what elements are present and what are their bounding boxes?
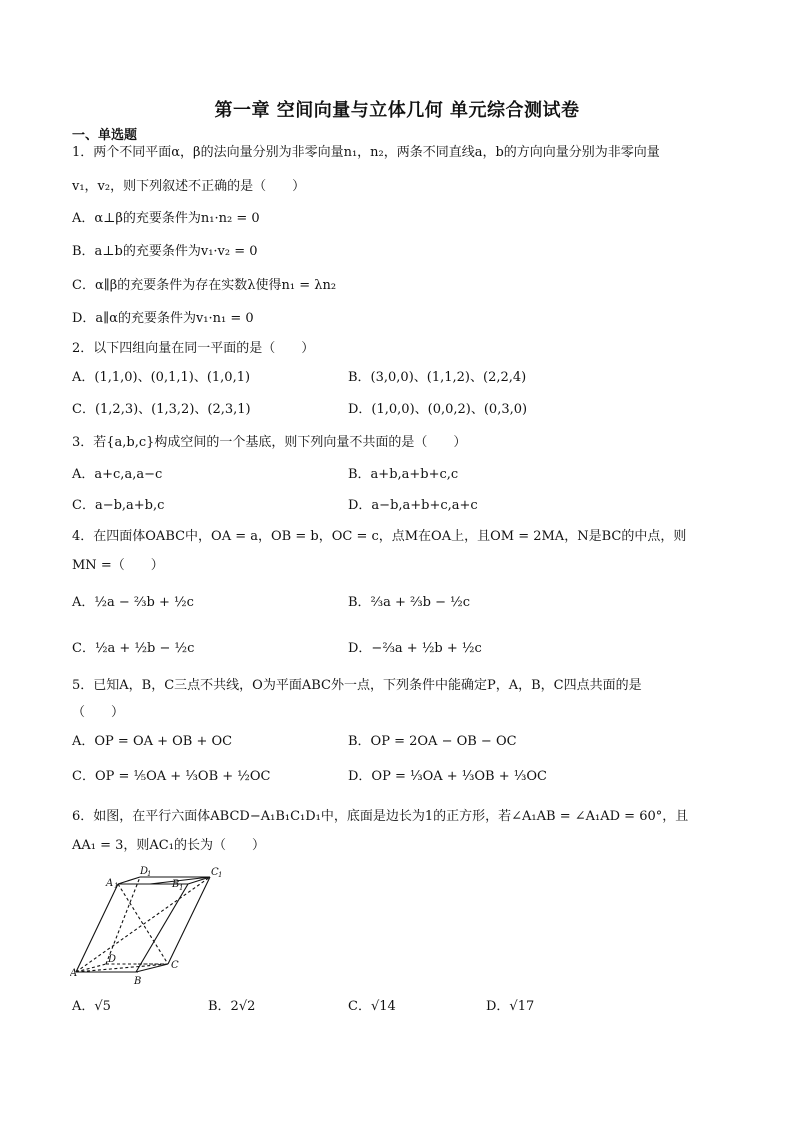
q6-stem-line1: 6．如图，在平行六面体ABCD−A₁B₁C₁D₁中，底面是边长为1的正方形，若∠A₁AB = ∠A₁AD = 60°，且 bbox=[72, 809, 689, 824]
diagonal-a1-c bbox=[118, 884, 168, 964]
q5-option-b: B．OP = 2OA − OB − OC bbox=[348, 734, 517, 749]
q2-stem: 2．以下四组向量在同一平面的是（ ） bbox=[72, 341, 315, 356]
q5-stem-line2: （ ） bbox=[72, 705, 125, 720]
label-a: A bbox=[70, 968, 78, 979]
q6-option-d: D．√17 bbox=[486, 999, 535, 1014]
q6-stem-line2: AA₁ = 3，则AC₁的长为（ ） bbox=[72, 838, 265, 853]
q4-option-c: C．½a + ½b − ½c bbox=[72, 641, 195, 656]
edge-a-d-back bbox=[76, 964, 106, 972]
q2-option-c: C．(1,2,3)、(1,3,2)、(2,3,1) bbox=[72, 402, 251, 417]
q1-option-c: C．α∥β的充要条件为存在实数λ使得n₁ = λn₂ bbox=[72, 278, 337, 293]
q4-stem-line2: MN =（ ） bbox=[72, 558, 164, 573]
edge-c-c1 bbox=[168, 877, 210, 964]
label-b1-sub: 1 bbox=[179, 884, 184, 892]
edge-d1-c1 bbox=[150, 877, 210, 884]
q2-option-a: A．(1,1,0)、(0,1,1)、(1,0,1) bbox=[72, 370, 251, 385]
label-b: B bbox=[134, 976, 142, 986]
section-heading: 一、单选题 bbox=[72, 128, 138, 143]
q6-option-a: A．√5 bbox=[72, 999, 111, 1014]
label-a1-sub: 1 bbox=[114, 882, 119, 890]
q1-option-d: D．a∥α的充要条件为v₁·n₁ = 0 bbox=[72, 311, 254, 326]
q2-option-b: B．(3,0,0)、(1,1,2)、(2,2,4) bbox=[348, 370, 527, 385]
q3-option-b: B．a+b,a+b+c,c bbox=[348, 467, 459, 482]
q4-stem-line1: 4．在四面体OABC中，OA = a，OB = b，OC = c，点M在OA上，且OM = 2MA，N是BC的中点，则 bbox=[72, 529, 687, 544]
label-d1: D bbox=[140, 866, 149, 877]
q1-stem-line1: 1．两个不同平面α，β的法向量分别为非零向量n₁，n₂，两条不同直线a，b的方向向量分别为非零向量 bbox=[72, 145, 660, 160]
label-c1-sub: 1 bbox=[218, 871, 223, 879]
edge-b-b1 bbox=[136, 884, 188, 972]
q3-option-d: D．a−b,a+b+c,a+c bbox=[348, 498, 478, 513]
q3-stem: 3．若{a,b,c}构成空间的一个基底，则下列向量不共面的是（ ） bbox=[72, 435, 467, 450]
parallelepiped-figure bbox=[70, 864, 230, 986]
q2-option-d: D．(1,0,0)、(0,0,2)、(0,3,0) bbox=[348, 402, 528, 417]
q6-option-b: B．2√2 bbox=[208, 999, 256, 1014]
q1-option-b: B．a⊥b的充要条件为v₁·v₂ = 0 bbox=[72, 244, 258, 259]
label-d1-sub: 1 bbox=[147, 870, 152, 878]
label-c: C bbox=[171, 960, 179, 971]
q5-option-d: D．OP = ⅓OA + ⅓OB + ⅓OC bbox=[348, 769, 547, 784]
edge-d-d1 bbox=[106, 877, 140, 964]
q5-stem-line1: 5．已知A，B，C三点不共线，O为平面ABC外一点，下列条件中能确定P，A，B，C四点共面的是 bbox=[72, 678, 642, 693]
q3-option-a: A．a+c,a,a−c bbox=[72, 467, 163, 482]
label-b1: B bbox=[172, 879, 180, 890]
q3-option-c: C．a−b,a+b,c bbox=[72, 498, 165, 513]
edge-top-left bbox=[118, 877, 140, 884]
q1-stem-line2: v₁，v₂，则下列叙述不正确的是（ ） bbox=[72, 179, 306, 194]
q5-option-a: A．OP = OA + OB + OC bbox=[72, 734, 233, 749]
q6-option-c: C．√14 bbox=[348, 999, 396, 1014]
q4-option-b: B．⅔a + ⅔b − ½c bbox=[348, 595, 471, 610]
diagonal-a-c1 bbox=[76, 877, 210, 972]
label-d: D bbox=[108, 954, 117, 965]
page-title: 第一章 空间向量与立体几何 单元综合测试卷 bbox=[214, 100, 580, 121]
q5-option-c: C．OP = ⅕OA + ⅓OB + ½OC bbox=[72, 769, 271, 784]
q4-option-a: A．½a − ⅔b + ½c bbox=[72, 595, 194, 610]
label-c1: C bbox=[211, 867, 219, 878]
q1-option-a: A．α⊥β的充要条件为n₁·n₂ = 0 bbox=[72, 211, 260, 226]
label-a1: A bbox=[106, 878, 114, 889]
q4-option-d: D．−⅔a + ½b + ½c bbox=[348, 641, 482, 656]
edge-b-c bbox=[136, 964, 168, 972]
